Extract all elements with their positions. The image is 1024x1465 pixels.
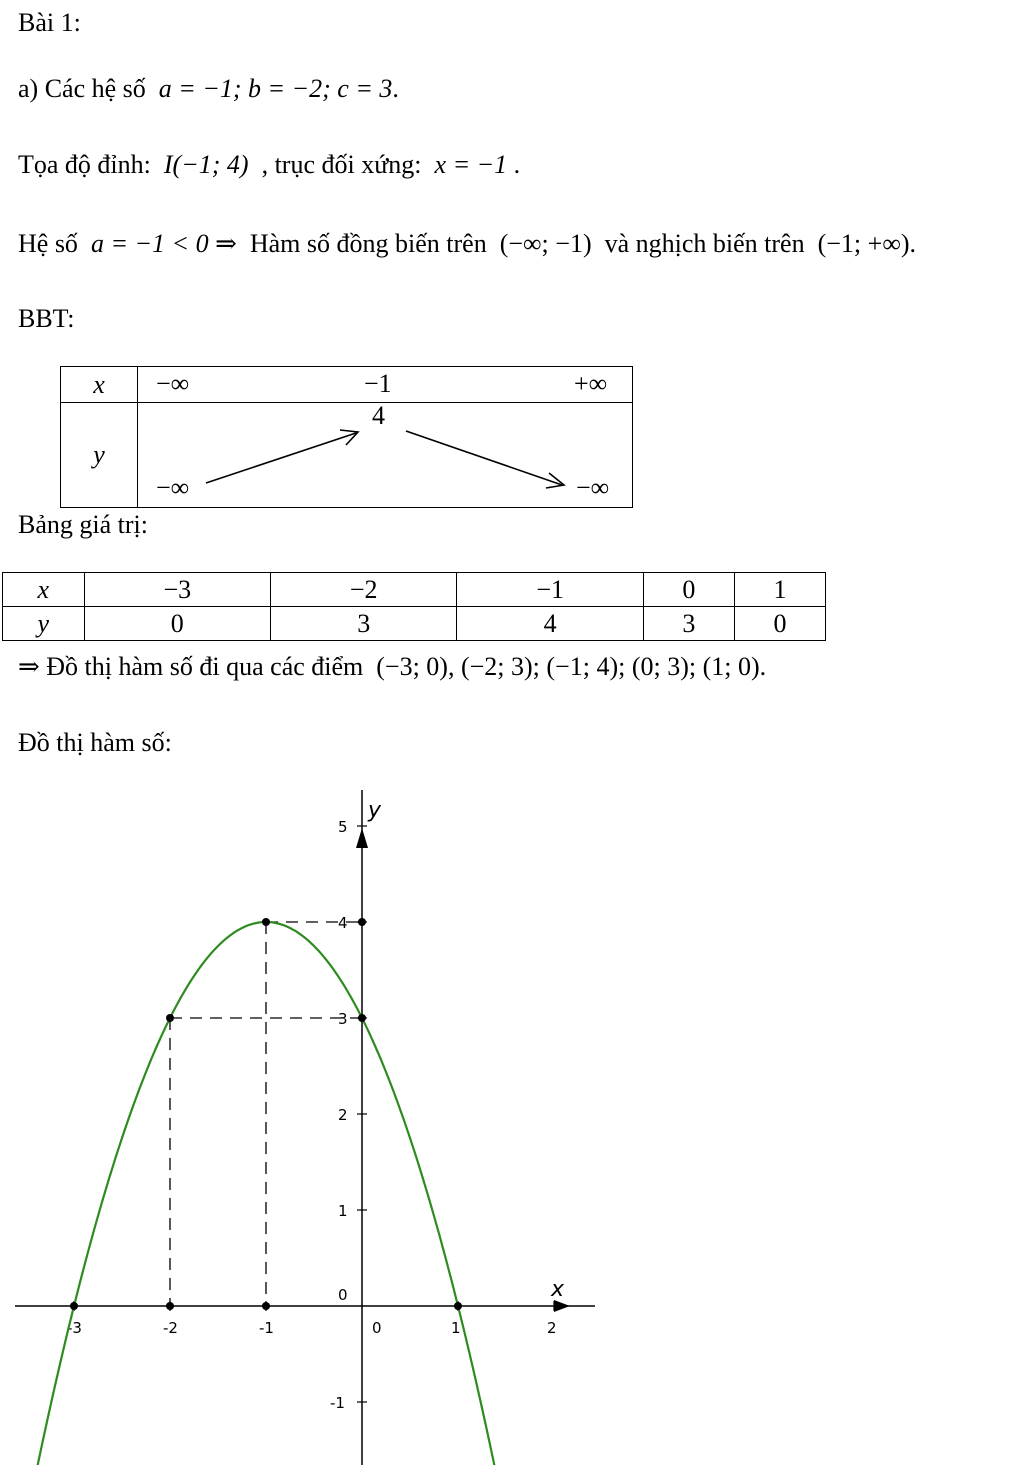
bbt-y-top: 4 xyxy=(372,401,385,430)
points-prefix: ⇒ Đồ thị hàm số đi qua các điểm xyxy=(18,652,364,681)
x-axis-label: x xyxy=(551,1277,565,1302)
coefficients-prefix: a) Các hệ số xyxy=(18,74,146,103)
bbt-arrows xyxy=(138,403,632,508)
graph-point xyxy=(70,1302,78,1310)
variation-table xyxy=(60,366,633,508)
bbt-y-label-cell xyxy=(61,403,138,508)
values-y-cell: 0 xyxy=(734,607,825,641)
values-x-cell: −1 xyxy=(457,573,643,607)
decreasing-arrow xyxy=(406,431,562,485)
graph-point xyxy=(262,918,270,926)
x-tick-label: 0 xyxy=(372,1319,382,1337)
values-x-label: x xyxy=(3,573,85,607)
bbt-x-mid: −1 xyxy=(364,369,392,398)
axis-math: x = −1 xyxy=(434,150,508,179)
bbt-x-left: −∞ xyxy=(156,369,190,398)
graph-point xyxy=(166,1302,174,1310)
values-y-cell: 3 xyxy=(643,607,734,641)
graph-point xyxy=(358,1014,366,1022)
bbt-x-right: +∞ xyxy=(574,369,608,398)
axis-text: , trục đối xứng: xyxy=(261,150,422,179)
x-tick-label: -3 xyxy=(67,1319,82,1337)
increasing-arrow xyxy=(206,433,356,483)
values-y-cell: 0 xyxy=(84,607,270,641)
bbt-x-row xyxy=(138,367,633,403)
vertex-suffix: . xyxy=(513,150,521,179)
graph-point xyxy=(454,1302,462,1310)
bbt-x-label-cell xyxy=(61,367,138,403)
monotonic-text1: Hàm số đồng biến trên xyxy=(249,229,487,258)
y-tick-label: 0 xyxy=(338,1286,348,1304)
y-axis-label: y xyxy=(368,798,382,823)
heading: Bài 1: xyxy=(18,8,81,37)
values-y-cell: 3 xyxy=(271,607,457,641)
values-y-label: y xyxy=(3,607,85,641)
increasing-interval: (−∞; −1) xyxy=(499,229,592,258)
vertex-line xyxy=(18,150,520,180)
y-tick-label: -1 xyxy=(330,1394,345,1412)
values-x-cell: −3 xyxy=(84,573,270,607)
graph-point xyxy=(166,1014,174,1022)
monotonic-prefix: Hệ số xyxy=(18,229,78,258)
bbt-x-label: x xyxy=(93,369,105,399)
y-tick-label: 5 xyxy=(338,818,348,836)
values-table-label: Bảng giá trị: xyxy=(18,510,148,539)
x-tick-label: 1 xyxy=(451,1319,461,1337)
decreasing-interval: (−1; +∞) xyxy=(817,229,910,258)
coefficients-suffix: . xyxy=(392,74,399,103)
monotonic-suffix: . xyxy=(909,229,917,258)
points-suffix: . xyxy=(759,652,767,681)
y-tick-label: 4 xyxy=(338,914,348,932)
values-y-row xyxy=(3,607,826,641)
values-y-cell: 4 xyxy=(457,607,643,641)
graph-point xyxy=(262,1302,270,1310)
bbt-y-left: −∞ xyxy=(156,473,190,502)
values-x-cell: −2 xyxy=(271,573,457,607)
coefficients-math: a = −1; b = −2; c = 3 xyxy=(158,74,393,103)
points-line xyxy=(18,652,766,682)
y-tick-label: 1 xyxy=(338,1202,348,1220)
monotonic-math: a = −1 < 0 ⇒ xyxy=(90,229,237,258)
graph-point xyxy=(358,918,366,926)
vertex-math: I(−1; 4) xyxy=(163,150,249,179)
x-tick-label: 2 xyxy=(547,1319,557,1337)
graph-label: Đồ thị hàm số: xyxy=(18,728,172,757)
values-x-row xyxy=(3,573,826,607)
function-graph xyxy=(0,785,620,1465)
vertex-prefix: Tọa độ đỉnh: xyxy=(18,150,151,179)
monotonic-text2: và nghịch biến trên xyxy=(604,229,805,258)
bbt-y-label: y xyxy=(93,440,105,469)
y-tick-label: 3 xyxy=(338,1010,348,1028)
points-list: (−3; 0), (−2; 3); (−1; 4); (0; 3); (1; 0) xyxy=(376,652,760,681)
monotonic-line xyxy=(18,229,916,259)
bbt-y-row xyxy=(138,403,633,508)
values-table xyxy=(2,572,826,641)
bbt-y-right: −∞ xyxy=(576,473,610,502)
values-x-cell: 1 xyxy=(734,573,825,607)
x-tick-label: -2 xyxy=(163,1319,178,1337)
bbt-label: BBT: xyxy=(18,304,75,333)
x-tick-label: -1 xyxy=(259,1319,274,1337)
values-x-cell: 0 xyxy=(643,573,734,607)
coefficients-line xyxy=(18,74,399,104)
y-axis-arrow xyxy=(356,828,368,848)
y-tick-label: 2 xyxy=(338,1106,348,1124)
